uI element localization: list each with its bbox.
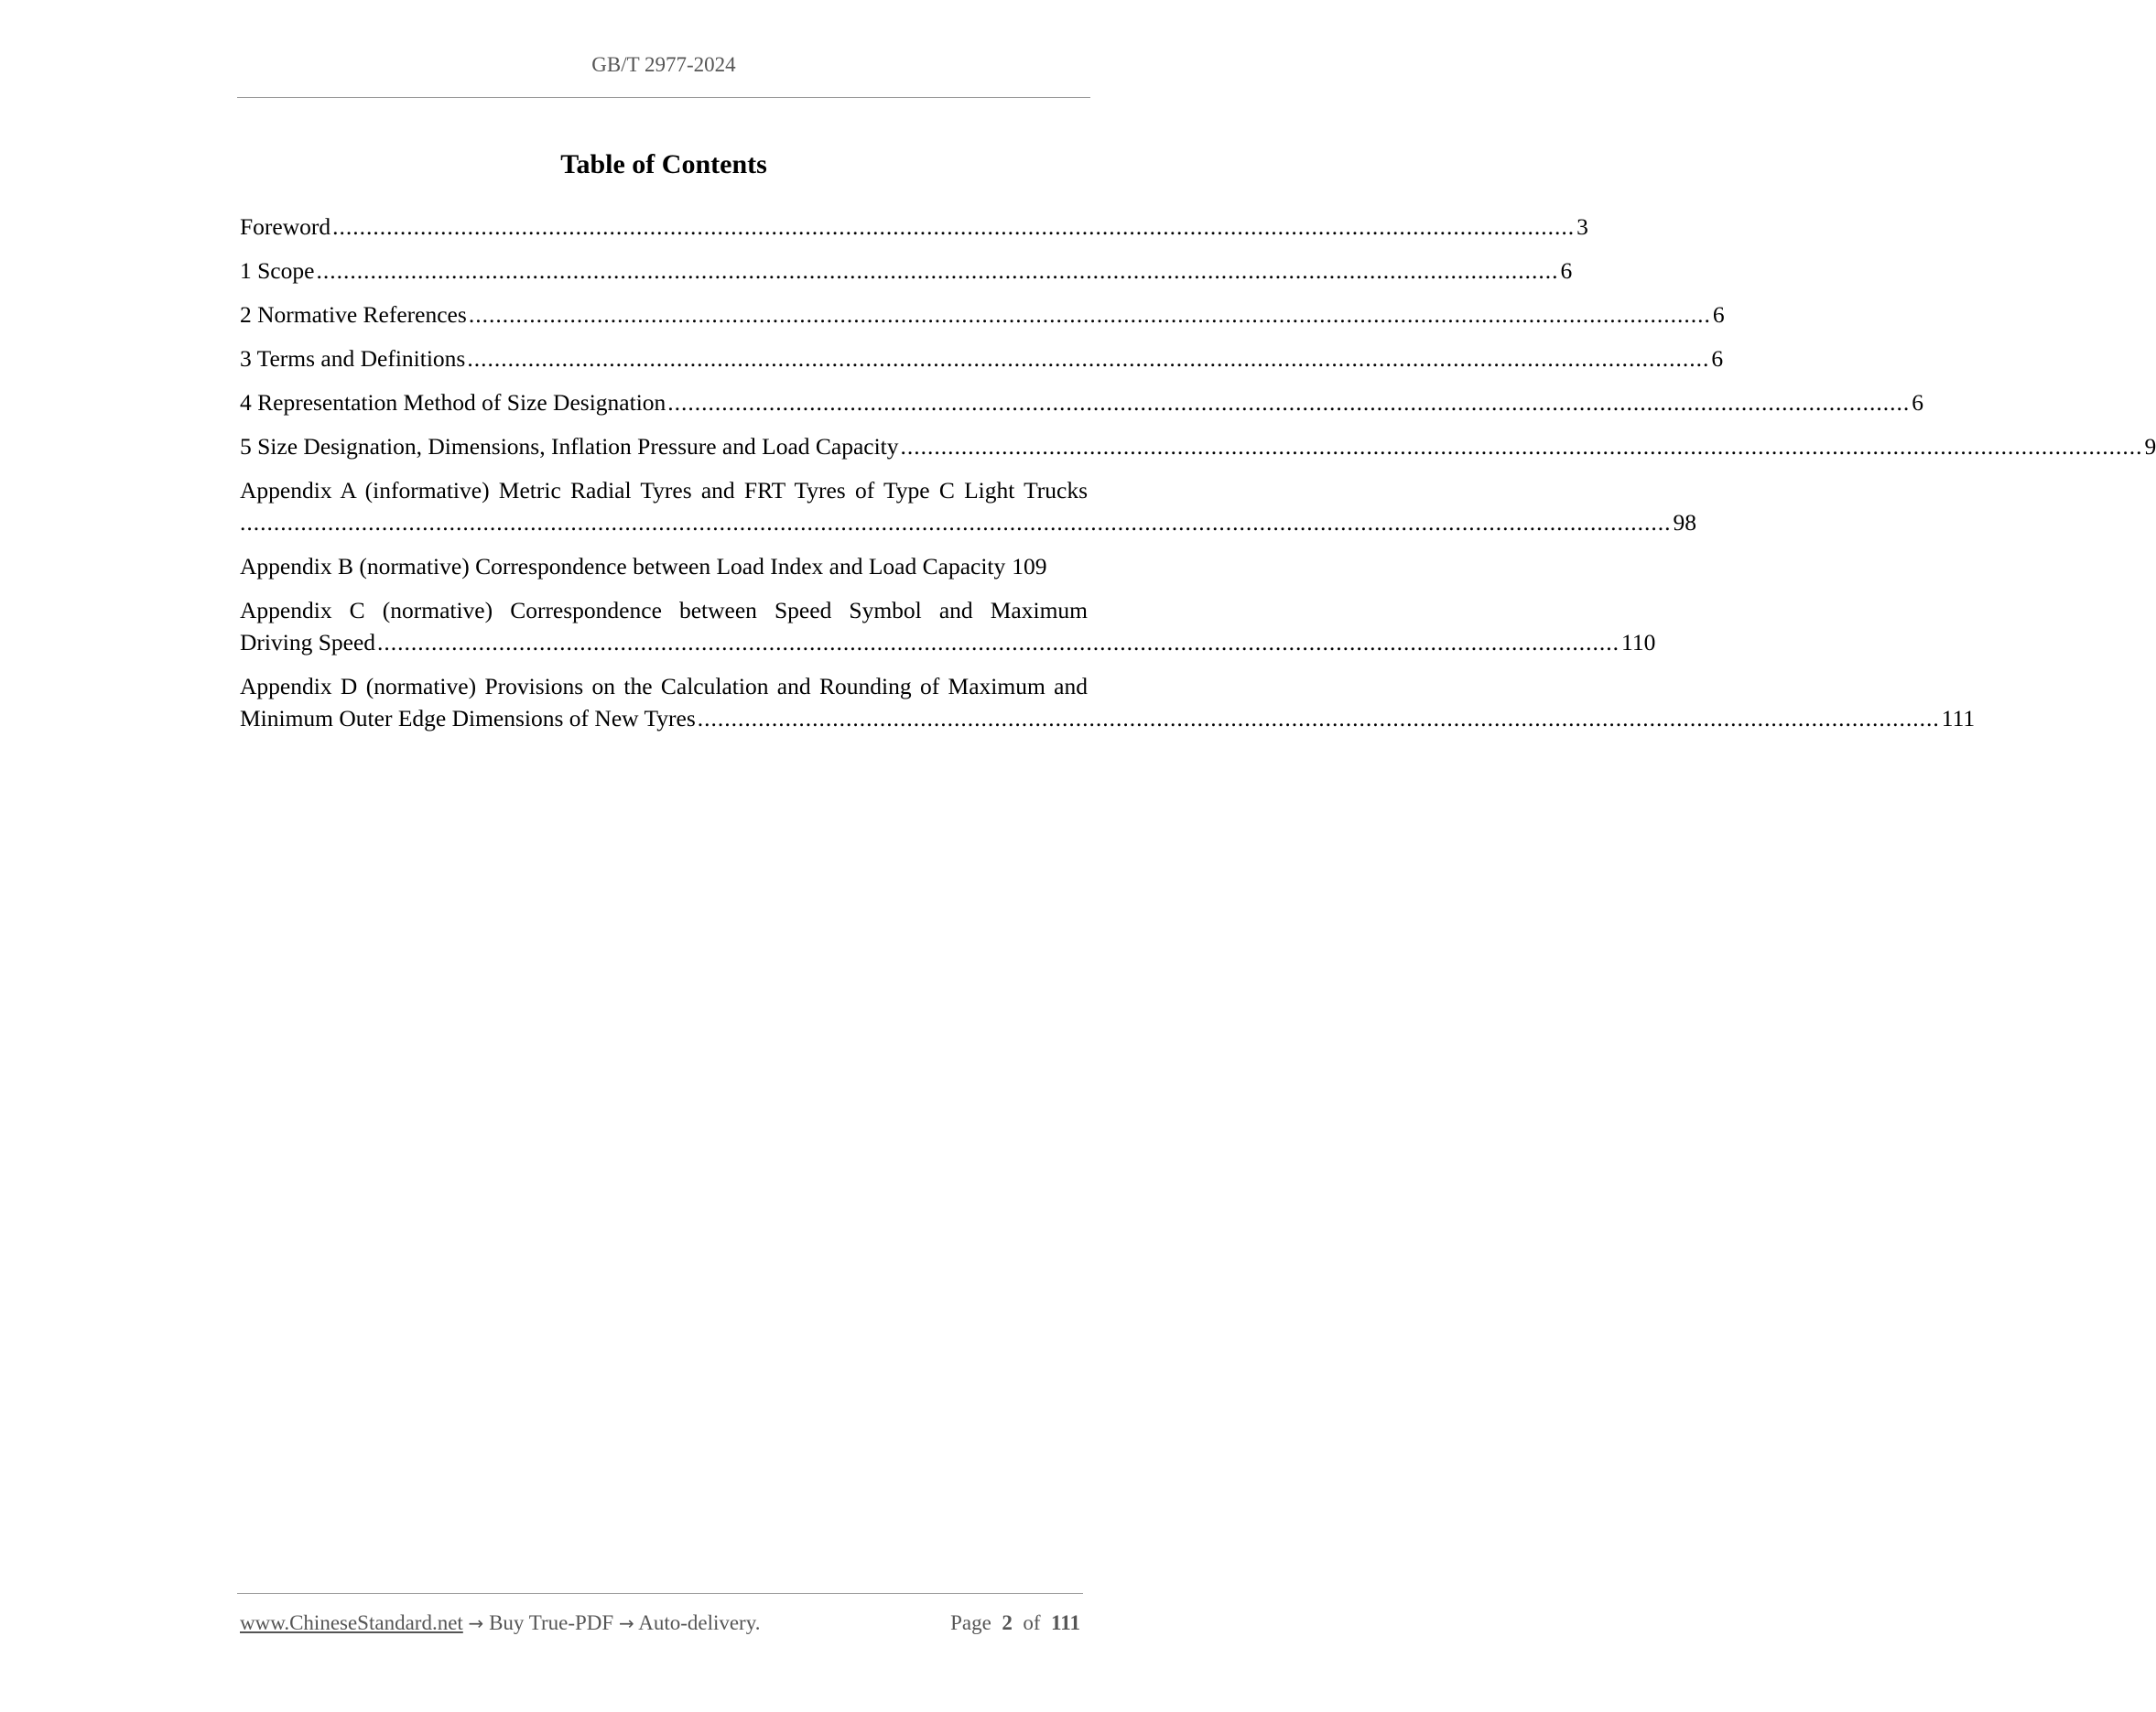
toc-entry-text-line1: Appendix D (normative) Provisions on the Calculation and Rounding of Maximum and <box>240 673 1088 699</box>
toc-title: Table of Contents <box>560 149 767 179</box>
toc-entry-page: 109 <box>1012 553 1047 580</box>
toc-entry-page: 110 <box>1621 629 1656 656</box>
website-link[interactable]: www.ChineseStandard.net <box>240 1611 463 1634</box>
header-standard-code: GB/T 2977-2024 <box>591 53 736 76</box>
toc-entry-text-line2: Driving Speed <box>240 629 376 656</box>
page-footer <box>240 1611 1080 1635</box>
toc-entry-text: 2 Normative References <box>240 301 467 328</box>
toc-entry-page: 111 <box>1941 705 1976 731</box>
page-indicator <box>950 1611 1080 1635</box>
arrow-right-icon: → <box>618 1612 634 1634</box>
table-of-contents <box>240 211 2156 746</box>
toc-entry-foreword[interactable] <box>240 211 1588 243</box>
dot-leader: ........................................................................................................................................................................................ <box>697 705 1940 731</box>
dot-leader: ........................................................................................................................................................................................ <box>316 257 1559 284</box>
buy-true-pdf-text: Buy True-PDF <box>489 1611 614 1634</box>
toc-entry-page: 6 <box>1912 389 1924 416</box>
toc-entry-size-designation[interactable] <box>240 430 2156 462</box>
toc-entry-normative-references[interactable] <box>240 298 1725 330</box>
toc-entry-page: 6 <box>1711 345 1724 372</box>
toc-entry-appendix-c[interactable] <box>240 594 1656 658</box>
page-label: Page <box>950 1611 991 1634</box>
toc-entry-text: Appendix A (informative) Metric Radial Tyres and FRT Tyres of Type C Light Trucks <box>240 477 1088 504</box>
dot-leader: ........................................................................................................................................................................................ <box>468 301 1711 328</box>
total-pages-number: 111 <box>1051 1611 1080 1634</box>
current-page-number: 2 <box>1002 1611 1013 1634</box>
toc-entry-representation-method[interactable] <box>240 386 1924 418</box>
toc-entry-text: Foreword <box>240 213 331 240</box>
toc-entry-text-line1: Appendix C (normative) Correspondence between Speed Symbol and Maximum <box>240 597 1088 623</box>
toc-entry-appendix-a[interactable] <box>240 474 1696 538</box>
of-label: of <box>1023 1611 1041 1634</box>
toc-entry-appendix-b[interactable] <box>240 550 1088 582</box>
dot-leader: ........................................................................................................................................................................................ <box>377 629 1620 656</box>
arrow-right-icon: → <box>468 1612 484 1634</box>
toc-entry-text-line2: Minimum Outer Edge Dimensions of New Tyres <box>240 705 696 731</box>
header-divider <box>237 97 1090 98</box>
dot-leader: ........................................................................................................................................................................................ <box>900 433 2143 460</box>
dot-leader: .................................................................................................................................................................................................................... <box>240 509 1672 536</box>
dot-leader: ........................................................................................................................................................................................ <box>467 345 1710 372</box>
footer-divider <box>237 1593 1083 1594</box>
toc-entry-text: 5 Size Designation, Dimensions, Inflation Pressure and Load Capacity <box>240 433 899 460</box>
toc-entry-page: 98 <box>1673 509 1696 536</box>
dot-leader: ........................................................................................................................................................................................ <box>667 389 1911 416</box>
toc-entry-text: 4 Representation Method of Size Designation <box>240 389 666 416</box>
toc-entry-text: 1 Scope <box>240 257 315 284</box>
toc-entry-page: 6 <box>1560 257 1573 284</box>
auto-delivery-text: Auto-delivery. <box>638 1611 761 1634</box>
toc-entry-scope[interactable] <box>240 255 1573 287</box>
toc-entry-text: 3 Terms and Definitions <box>240 345 466 372</box>
toc-entry-page: 6 <box>1712 301 1725 328</box>
toc-entry-text: Appendix B (normative) Correspondence between Load Index and Load Capacity <box>240 553 1006 580</box>
toc-entry-appendix-d[interactable] <box>240 670 1976 734</box>
toc-entry-terms-definitions[interactable] <box>240 342 1724 374</box>
dot-leader: ........................................................................................................................................................................................ <box>332 213 1576 240</box>
toc-entry-page: 3 <box>1576 213 1588 240</box>
footer-promo <box>240 1611 760 1635</box>
toc-entry-page: 9 <box>2144 433 2156 460</box>
